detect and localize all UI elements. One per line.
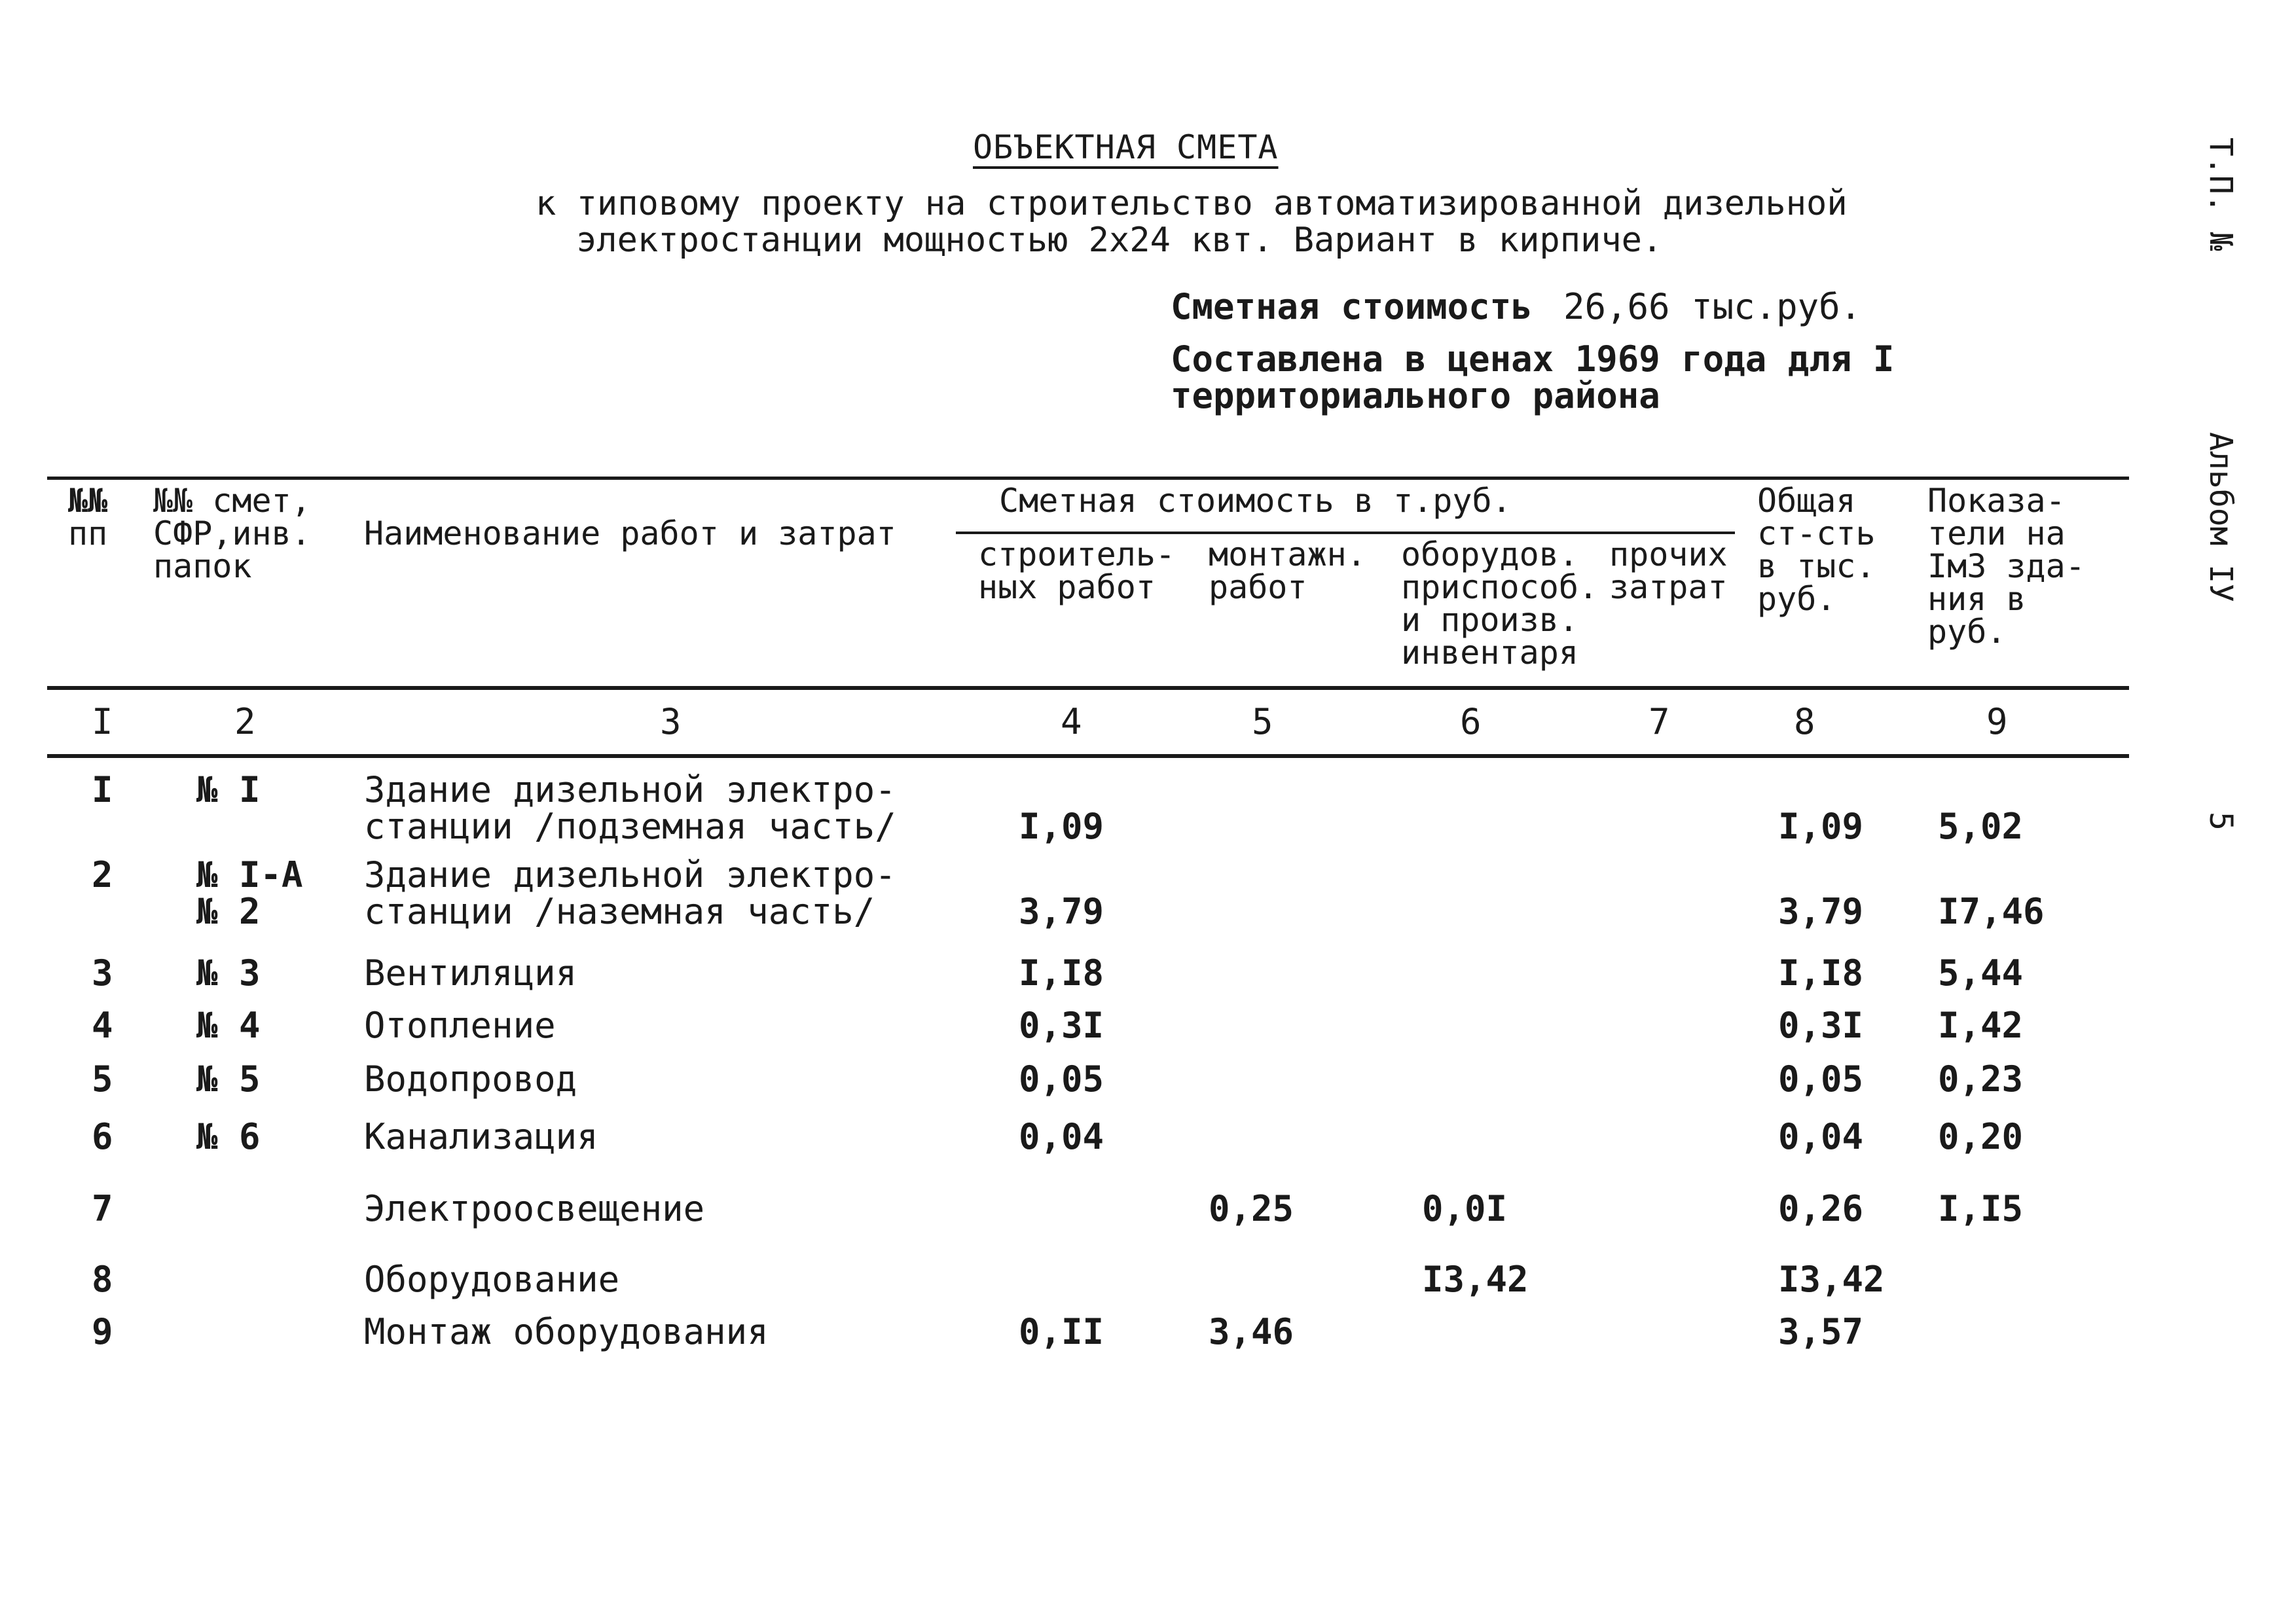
column-number: 7	[1649, 701, 1670, 742]
header-col-4-line: ных работ	[978, 568, 1156, 606]
row-work-name: станции /подземная часть/	[364, 806, 896, 847]
header-col-1-line: №№	[68, 482, 108, 520]
row-value-c6: I3,42	[1422, 1259, 1529, 1300]
header-col-9-line: тели на	[1927, 514, 2066, 552]
header-col-3: Наименование работ и затрат	[364, 514, 896, 552]
header-col-8-line: ст-сть	[1757, 514, 1876, 552]
row-estimate-ref: № I-А	[196, 854, 303, 895]
row-value-c8: 0,3I	[1778, 1005, 1864, 1046]
column-numbers-rule	[47, 754, 2129, 758]
row-work-name: Здание дизельной электро-	[364, 854, 896, 895]
row-value-c9: 0,20	[1938, 1116, 2024, 1157]
row-value-c6: 0,0I	[1422, 1188, 1508, 1229]
row-estimate-ref: № 3	[196, 952, 261, 994]
row-estimate-ref: № I	[196, 769, 261, 810]
row-value-c4: I,I8	[1019, 952, 1104, 994]
prices-line-1: Составлена в ценах 1969 года для I	[1171, 338, 1895, 380]
column-number: 2	[234, 701, 256, 742]
prices-line-2: территориального района	[1171, 375, 1660, 416]
row-value-c8: 0,04	[1778, 1116, 1864, 1157]
row-work-name: Водопровод	[364, 1058, 577, 1100]
row-value-c9: 5,02	[1938, 806, 2024, 847]
header-col-4-line: строитель-	[978, 535, 1176, 573]
row-estimate-ref: № 6	[196, 1116, 261, 1157]
row-value-c9: I7,46	[1938, 891, 2045, 932]
row-work-name: Здание дизельной электро-	[364, 769, 896, 810]
row-estimate-ref: № 2	[196, 891, 261, 932]
document-title: ОБЪЕКТНАЯ СМЕТА	[973, 128, 1279, 166]
header-col-5-line: работ	[1209, 568, 1307, 606]
row-estimate-ref: № 5	[196, 1058, 261, 1100]
estimated-cost-label: Сметная стоимость	[1171, 286, 1533, 327]
header-col-7-line: прочих	[1609, 535, 1728, 573]
subtitle-line-2: электростанции мощностью 2х24 квт. Вариант в кирпиче.	[576, 221, 1663, 260]
row-number: 7	[92, 1188, 113, 1229]
row-work-name: Канализация	[364, 1116, 598, 1157]
header-group-cost: Сметная стоимость в т.руб.	[999, 482, 1512, 520]
side-page-number: 5	[2202, 812, 2239, 831]
table-top-rule	[47, 477, 2129, 480]
row-value-c4: I,09	[1019, 806, 1104, 847]
header-col-8-line: Общая	[1757, 482, 1856, 520]
header-col-8-line: руб.	[1757, 580, 1836, 618]
estimated-cost-value: 26,66 тыс.руб.	[1563, 286, 1862, 327]
row-value-c4: 0,05	[1019, 1058, 1104, 1100]
row-number: 4	[92, 1005, 113, 1046]
row-value-c9: I,I5	[1938, 1188, 2024, 1229]
header-col-6-line: и произв.	[1401, 601, 1578, 639]
side-code: Т.П. №	[2202, 137, 2239, 251]
header-col-7-line: затрат	[1609, 568, 1728, 606]
header-col-6-line: оборудов.	[1401, 535, 1578, 573]
header-col-2-line: папок	[153, 547, 252, 585]
row-value-c4: 0,3I	[1019, 1005, 1104, 1046]
header-col-9-line: ния в	[1927, 580, 2026, 618]
row-value-c8: 3,57	[1778, 1311, 1864, 1352]
row-work-name: Монтаж оборудования	[364, 1311, 769, 1352]
row-value-c8: I3,42	[1778, 1259, 1885, 1300]
row-work-name: станции /наземная часть/	[364, 891, 875, 932]
row-number: 9	[92, 1311, 113, 1352]
row-value-c9: I,42	[1938, 1005, 2024, 1046]
row-number: 8	[92, 1259, 113, 1300]
header-col-9-line: руб.	[1927, 613, 2007, 651]
subtitle-line-1: к типовому проекту на строительство автоматизированной дизельной	[536, 184, 1848, 223]
column-number: 9	[1986, 701, 2008, 742]
row-value-c9: 0,23	[1938, 1058, 2024, 1100]
column-number: 8	[1794, 701, 1815, 742]
header-col-8-line: в тыс.	[1757, 547, 1876, 585]
row-work-name: Вентиляция	[364, 952, 577, 994]
header-col-1-line: пп	[68, 514, 108, 552]
row-number: 3	[92, 952, 113, 994]
row-value-c8: I,I8	[1778, 952, 1864, 994]
row-value-c8: 0,05	[1778, 1058, 1864, 1100]
row-work-name: Отопление	[364, 1005, 556, 1046]
column-number: 3	[660, 701, 682, 742]
column-number: 4	[1061, 701, 1082, 742]
column-number: I	[92, 701, 113, 742]
row-work-name: Электроосвещение	[364, 1188, 705, 1229]
row-number: 6	[92, 1116, 113, 1157]
header-col-6-line: приспособ.	[1401, 568, 1599, 606]
row-value-c5: 0,25	[1209, 1188, 1294, 1229]
row-value-c8: I,09	[1778, 806, 1864, 847]
column-number: 5	[1252, 701, 1273, 742]
row-number: 2	[92, 854, 113, 895]
header-bottom-rule	[47, 686, 2129, 690]
row-value-c4: 0,II	[1019, 1311, 1104, 1352]
header-col-9-line: Iм3 зда-	[1927, 547, 2085, 585]
header-col-2-line: СФР,инв.	[153, 514, 311, 552]
column-number: 6	[1460, 701, 1482, 742]
side-album: Альбом IУ	[2202, 432, 2239, 603]
row-value-c4: 0,04	[1019, 1116, 1104, 1157]
group-header-rule	[956, 532, 1735, 534]
row-estimate-ref: № 4	[196, 1005, 261, 1046]
row-work-name: Оборудование	[364, 1259, 620, 1300]
row-number: I	[92, 769, 113, 810]
header-col-2-line: №№ смет,	[153, 482, 311, 520]
row-value-c9: 5,44	[1938, 952, 2024, 994]
row-number: 5	[92, 1058, 113, 1100]
row-value-c4: 3,79	[1019, 891, 1104, 932]
header-col-9-line: Показа-	[1927, 482, 2066, 520]
row-value-c8: 3,79	[1778, 891, 1864, 932]
row-value-c5: 3,46	[1209, 1311, 1294, 1352]
header-col-5-line: монтажн.	[1209, 535, 1366, 573]
header-col-6-line: инвентаря	[1401, 634, 1578, 672]
row-value-c8: 0,26	[1778, 1188, 1864, 1229]
